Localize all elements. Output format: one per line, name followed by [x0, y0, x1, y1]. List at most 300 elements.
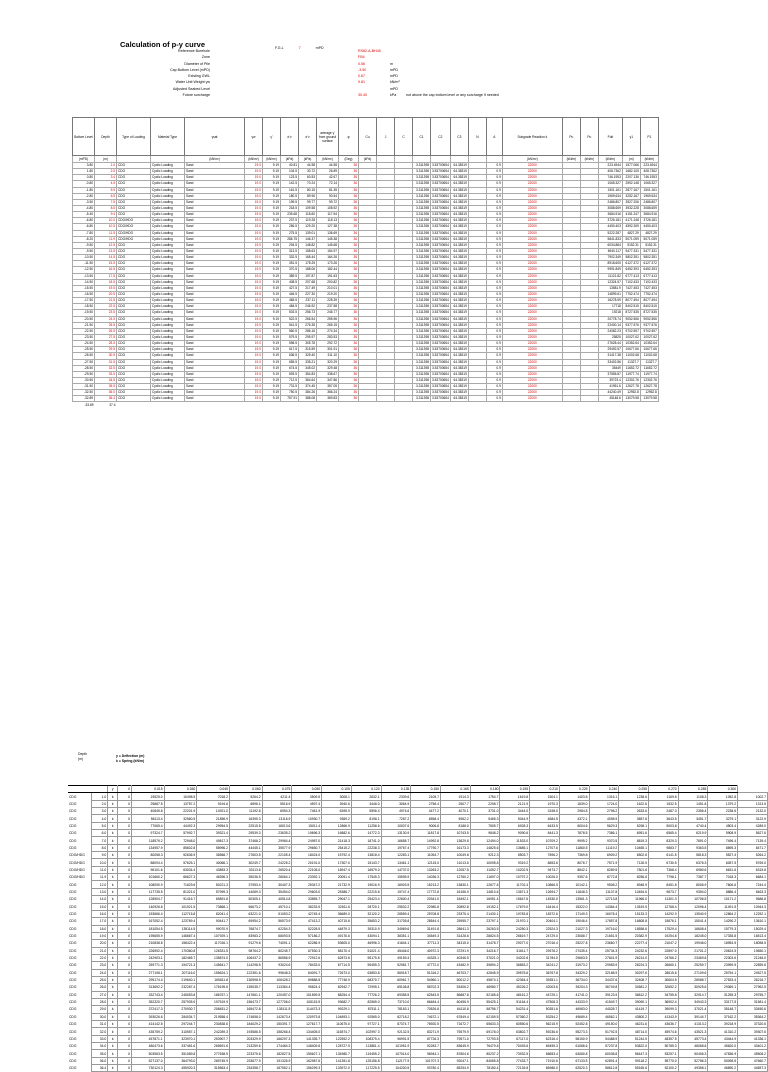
table-cell: 22000 [502, 328, 562, 334]
table-cell: 52786.3 [678, 1057, 708, 1064]
table-cell: 11301.3 [648, 896, 678, 903]
table-cell: 3.53700654 [432, 267, 449, 272]
table-cell: 36 [339, 248, 359, 254]
table-cell: 64.38319 [450, 285, 468, 291]
table-cell: 30249.7 [229, 859, 262, 866]
table-cell: CDG [69, 948, 77, 953]
table-cell: 22.0 [92, 954, 108, 961]
table-cell: 12677.6 [470, 881, 500, 888]
table-cell: 3.311398 [413, 384, 431, 390]
table-cell: 3.53700654 [432, 236, 449, 241]
table-cell: 9.19 [263, 353, 281, 359]
table-cell: CDG/HDG [117, 236, 151, 242]
table-cell: 12302.76 [622, 377, 640, 383]
table-cell: 6034.884 [598, 242, 622, 248]
table-cell: 655.5 [281, 359, 299, 365]
table-cell: 20191.0 [292, 859, 322, 866]
table-cell: 68093.5 [262, 932, 292, 939]
table-cell: 82718.2 [381, 1013, 411, 1020]
table-cell: 731.5 [281, 384, 299, 390]
table-cell: 22000 [502, 347, 562, 353]
table-cell: 5527.4 [708, 852, 738, 859]
table-cell: 1501.161 [640, 187, 658, 193]
table-cell: 228.39 [317, 298, 339, 304]
column-header: Cu [359, 118, 377, 156]
parameter-label: Zone [201, 55, 210, 60]
table-cell: 384.26 [299, 390, 317, 396]
table-cell: 6940.117 [598, 248, 622, 254]
table-cell: 13079.58 [640, 396, 658, 402]
table-cell: 108090.9 [131, 881, 164, 888]
table-cell [580, 396, 598, 402]
table-cell: 1052.8 [708, 793, 738, 800]
table-cell: 21970.1 [500, 918, 530, 925]
column-header: Pu [580, 118, 598, 156]
table-cell: Cyclic Loading [151, 248, 185, 254]
table-cell: 0.9 [486, 396, 502, 402]
table-cell: 276.35 [299, 322, 317, 328]
table-cell: 29539.3 [229, 830, 262, 837]
table-cell: 22000 [502, 390, 562, 396]
table-cell: 52636.9 [164, 852, 197, 859]
table-cell: 89.96 [299, 193, 317, 199]
table-cell: 3.53700654 [432, 212, 449, 217]
table-cell: 25754.1 [708, 969, 738, 976]
table-cell: 114473.3 [292, 1006, 322, 1013]
table-cell: 54488.9 [589, 1035, 619, 1042]
table-cell: 43800.2 [619, 1013, 649, 1020]
unit-cell [431, 156, 451, 163]
table-cell: 11817.8 [411, 830, 441, 837]
table-cell: 117.54 [317, 212, 339, 218]
table-cell: 294.5 [281, 242, 299, 248]
table-cell: 135111.5 [262, 1006, 292, 1013]
table-cell: 51792.5 [589, 1028, 619, 1035]
table-cell: 25347.2 [292, 881, 322, 888]
table-cell: 60038.8 [589, 1050, 619, 1057]
table-cell: 14772.3 [351, 830, 381, 837]
table-cell: 107929.1 [197, 932, 230, 939]
table-cell: CDG [117, 181, 151, 187]
table-cell: 14992.8 [411, 837, 441, 844]
table-cell: 10027.62 [640, 334, 658, 340]
table-cell: 81321.0 [164, 888, 197, 895]
table-cell: 5802.351 [640, 255, 658, 261]
table-cell: 3.53700654 [432, 292, 449, 297]
table-cell: 32652.2 [648, 984, 678, 991]
table-cell: 72.14 [317, 181, 339, 187]
parameter-unit: kPa [390, 92, 397, 97]
table-cell: 24766.2 [648, 954, 678, 961]
unit-cell [413, 156, 431, 163]
table-cell: 6777.413 [622, 273, 640, 279]
table-cell: 11327.7 [622, 359, 640, 365]
table-cell: 32.0 [92, 1028, 108, 1035]
table-cell: 64.38319 [450, 316, 468, 322]
table-cell: 9.19 [263, 224, 281, 230]
table-cell: 232287.4 [164, 984, 197, 991]
table-cell: 13685.1 [500, 844, 530, 851]
table-cell: 9.19 [263, 322, 281, 328]
table-cell: 71910.6 [530, 1057, 560, 1064]
spring-row [68, 800, 768, 807]
table-cell: Sand [185, 359, 245, 365]
table-cell: 74091.1 [262, 940, 292, 947]
table-cell: 4740.4 [678, 822, 708, 829]
table-cell: 4211.4 [262, 793, 292, 800]
table-cell: 0 [118, 844, 132, 851]
fgl-label: F.G.L [275, 46, 284, 50]
table-cell: 47508.3 [530, 998, 560, 1005]
table-cell: k [108, 947, 118, 954]
table-cell: 3.311398 [413, 371, 431, 377]
table-cell: 246.92 [299, 304, 317, 310]
table-cell: 31491.8 [411, 925, 441, 932]
table-cell: 36 [339, 390, 359, 396]
table-cell: 19.0 [245, 261, 263, 267]
table-cell: Cyclic Loading [151, 224, 185, 230]
table-cell: 56447.3 [619, 1050, 649, 1057]
table-cell: 8289.5 [589, 866, 619, 873]
table-cell: 62520.3 [559, 1065, 589, 1072]
y-value-cell: 0.195 [500, 786, 530, 793]
table-cell: 15792.4 [322, 852, 352, 859]
table-cell: 45226.2 [500, 984, 530, 991]
table-cell: 64.38319 [450, 304, 468, 310]
unit-cell: (m) [622, 156, 640, 163]
table-cell: 30.5 [95, 353, 117, 359]
table-cell: 16395.3 [229, 815, 262, 822]
table-cell: k [108, 940, 118, 947]
table-cell: 3.53700654 [432, 359, 449, 364]
table-cell: 37.4 [109, 402, 116, 407]
table-cell: CDG [117, 261, 151, 267]
table-cell: 7461.9 [292, 808, 322, 815]
parameter-label: Adjusted Seabed Level [173, 86, 210, 91]
table-cell: 64.38319 [450, 175, 468, 181]
column-header: Pult [598, 118, 622, 156]
table-cell: 37021.0 [470, 954, 500, 961]
table-cell: 28224.3 [619, 962, 649, 969]
table-cell: 1504.1 [530, 793, 560, 800]
y-value-cell: 0.045 [197, 786, 230, 793]
table-cell: 0.9 [486, 371, 502, 377]
table-cell: 746.1953 [640, 175, 658, 181]
table-cell: Cyclic Loading [151, 347, 185, 353]
k-label: k = Spring (kN/m) [116, 759, 144, 764]
table-cell: 210.01 [317, 285, 339, 291]
table-cell: 12283.1 [381, 852, 411, 859]
table-cell: 193586.5 [229, 1028, 262, 1035]
table-cell: 64.38319 [450, 193, 468, 199]
table-cell: 70493.6 [500, 1043, 530, 1050]
table-cell: 0 [118, 896, 132, 903]
table-cell: 9.19 [263, 205, 281, 211]
table-cell: 22000 [502, 365, 562, 371]
table-cell: 311.10 [317, 353, 339, 359]
table-cell: 67530.3 [292, 947, 322, 954]
table-cell: 127.38 [317, 224, 339, 230]
table-cell: Sand [185, 181, 245, 187]
table-cell: 28720.1 [351, 903, 381, 910]
table-cell: 23660.7 [589, 940, 619, 947]
table-cell: 21701.2 [678, 947, 708, 954]
table-cell: 52981.7 [381, 962, 411, 969]
table-cell: 12864.2 [708, 910, 738, 917]
table-cell: 26214.0 [619, 954, 649, 961]
table-cell: 19.0 [245, 298, 263, 304]
table-cell: 14364.4 [589, 903, 619, 910]
table-cell: Cyclic Loading [151, 359, 185, 365]
table-cell: 0 [118, 954, 132, 961]
table-cell: 134980.7 [322, 1050, 352, 1057]
table-cell: 5627.6 [738, 830, 768, 837]
y-value-cell: 0.075 [262, 786, 292, 793]
table-cell: 7902.349 [598, 255, 622, 261]
table-cell: 43521.3 [678, 1028, 708, 1035]
table-cell: -16.50 [73, 291, 95, 297]
table-cell: 22000 [502, 248, 562, 254]
table-cell: 6777.413 [640, 273, 658, 279]
table-cell: 4098.9 [589, 815, 619, 822]
table-cell: 72139.8 [500, 1065, 530, 1072]
table-cell: 235.68 [281, 212, 299, 218]
table-cell: 107014.0 [381, 1050, 411, 1057]
table-cell: 20404.1 [530, 918, 560, 925]
table-cell: 45620.0 [708, 1043, 738, 1050]
table-cell: 10.5 [95, 224, 117, 230]
spring-row [68, 991, 768, 998]
table-cell: 23635.2 [262, 830, 292, 837]
table-cell: 39351.1 [530, 976, 560, 983]
table-cell: 18.0 [92, 925, 108, 932]
table-cell: 9883.7 [648, 844, 678, 851]
table-cell: 55425.1 [470, 998, 500, 1005]
table-cell: 0.9 [486, 255, 502, 261]
table-cell: 2132.0 [738, 808, 768, 815]
table-cell: 9.19 [263, 261, 281, 267]
table-cell: 54231.4 [500, 1006, 530, 1013]
table-cell: 16903.5 [381, 881, 411, 888]
table-cell: 58756.7 [470, 1006, 500, 1013]
table-cell: 93780.4 [411, 1065, 441, 1072]
table-cell: 53605.0 [322, 940, 352, 947]
table-cell: 11.5 [95, 230, 117, 236]
table-cell: 53406.2 [441, 984, 471, 991]
table-cell: 61086.6 [559, 1043, 589, 1050]
table-cell: 13610.1 [738, 918, 768, 925]
table-cell: 188.06 [299, 267, 317, 273]
table-cell: Sand [185, 242, 245, 248]
table-cell: 12627.78 [640, 384, 658, 390]
table-cell: 0.9 [486, 365, 502, 371]
spring-row [68, 925, 768, 932]
table-cell: 6057.5 [708, 859, 738, 866]
table-cell: 4.5 [95, 181, 117, 187]
table-cell: 63853.8 [351, 969, 381, 976]
table-cell: 122351.6 [229, 969, 262, 976]
table-cell: Sand [185, 261, 245, 267]
table-cell: 9.19 [263, 193, 281, 199]
table-cell: 28.0 [92, 998, 108, 1005]
table-cell: 36 [339, 273, 359, 279]
table-cell: 79571.0 [441, 1035, 471, 1042]
table-cell: 85602.8 [164, 844, 197, 851]
table-cell: Cyclic Loading [151, 199, 185, 205]
table-cell: 5477.331 [622, 248, 640, 254]
table-cell: 8503.7 [500, 852, 530, 859]
table-cell: 25825 [598, 334, 622, 340]
table-cell: 10095.8 [470, 859, 500, 866]
table-cell: 7369.8 [559, 852, 589, 859]
table-cell: 17857.8 [589, 918, 619, 925]
table-cell: 34241.2 [530, 962, 560, 969]
table-cell: 191326.9 [262, 1057, 292, 1064]
table-cell: 39218.9 [708, 1021, 738, 1028]
table-cell: 3.311398 [413, 187, 431, 193]
column-header: σ'v [299, 118, 317, 156]
table-cell: k [108, 954, 118, 961]
table-cell: 259771.3 [131, 962, 164, 969]
table-cell: y [108, 786, 118, 793]
table-cell: 0.9 [486, 181, 502, 187]
column-header: y1 [622, 118, 640, 156]
table-cell: 195655.9 [131, 932, 164, 939]
fgl-block [275, 46, 338, 50]
table-cell: Sand [185, 298, 245, 304]
table-cell: 0.9 [486, 248, 502, 254]
table-cell: 3.311398 [413, 377, 431, 383]
table-cell: 29492.57 [598, 347, 622, 353]
unit-cell: (Deg) [339, 156, 359, 163]
table-cell: 108.92 [317, 205, 339, 211]
table-cell: 101707.3 [411, 1057, 441, 1064]
table-cell: 8077.494 [622, 298, 640, 304]
table-cell: 3.53700654 [432, 328, 449, 333]
table-cell: 5071.059 [640, 236, 658, 242]
spring-row [68, 837, 768, 844]
table-cell: 0 [118, 1021, 132, 1028]
table-cell: 20892.8 [441, 903, 471, 910]
table-cell: 72912.6 [292, 954, 322, 961]
table-cell: 32408.7 [619, 976, 649, 983]
table-cell: CDG [117, 334, 151, 340]
table-cell: 56887.8 [441, 991, 471, 998]
table-cell: 112177.9 [381, 1057, 411, 1064]
table-cell: Cyclic Loading [151, 396, 185, 402]
table-cell: 0.9 [486, 212, 502, 218]
unit-cell: (kN/m³) [317, 156, 339, 163]
table-cell: 0.9 [486, 224, 502, 230]
table-cell: 65633.3 [470, 1021, 500, 1028]
table-cell: 11491.5 [708, 903, 738, 910]
table-cell: 7752.474 [640, 291, 658, 297]
table-cell: 97324.7 [131, 830, 164, 837]
table-cell: 50351.6 [530, 1006, 560, 1013]
spring-row [68, 962, 768, 969]
table-cell: 29.5 [95, 347, 117, 353]
table-cell: 134957.9 [131, 844, 164, 851]
table-cell: 8895.3 [708, 844, 738, 851]
table-cell: 3684.916 [640, 212, 658, 218]
table-cell: 26619.7 [500, 932, 530, 939]
table-cell: 0 [118, 925, 132, 932]
table-cell: 0.9 [486, 175, 502, 181]
table-cell: 16882.6 [322, 830, 352, 837]
table-cell: 2507.7 [441, 800, 471, 807]
table-cell: 32120.2 [351, 910, 381, 917]
table-cell: 65891.8 [197, 896, 230, 903]
units-row [73, 156, 659, 163]
table-cell: 18947.4 [322, 866, 352, 873]
table-cell: 9.19 [263, 384, 281, 390]
table-cell: 36 [339, 316, 359, 322]
table-cell: 19.0 [245, 181, 263, 187]
table-cell: 14.5 [95, 255, 117, 261]
table-cell: 693.5 [281, 371, 299, 377]
table-cell: 20624.5 [708, 947, 738, 954]
table-cell: 119.28 [299, 218, 317, 224]
table-cell: 13757.2 [164, 800, 197, 807]
table-cell: 36 [339, 384, 359, 390]
table-cell: CDG [117, 212, 151, 218]
table-cell: 19.0 [245, 304, 263, 310]
table-cell: 16.0 [92, 910, 108, 917]
unit-cell: (kPa) [281, 156, 299, 163]
table-cell: 27016.4 [530, 940, 560, 947]
table-cell: 11052.7 [470, 866, 500, 873]
table-cell: 374.45 [299, 384, 317, 390]
table-cell: Sand [185, 341, 245, 347]
table-cell: CDG [117, 285, 151, 291]
table-cell: 3.311398 [413, 390, 431, 396]
table-cell: 34329.2 [559, 969, 589, 976]
column-header: C3 [450, 118, 468, 156]
table-cell: CDG [117, 169, 151, 175]
table-cell: 0 [118, 1050, 132, 1057]
table-cell: 579.5 [281, 334, 299, 340]
table-cell: 174658.0 [229, 1013, 262, 1020]
table-cell: 3.53700654 [432, 206, 449, 211]
table-cell: 35148.7 [708, 1006, 738, 1013]
table-cell: 83271.9 [411, 1028, 441, 1035]
table-cell: 9.19 [263, 310, 281, 316]
table-cell: 522.5 [281, 316, 299, 322]
table-cell: 1622.6 [619, 800, 649, 807]
table-cell: 9.19 [263, 396, 281, 402]
table-cell: 0.9 [486, 279, 502, 285]
table-cell: -33.89 [84, 402, 94, 407]
table-cell [68, 786, 92, 793]
table-cell: 82565.0 [351, 998, 381, 1005]
table-cell: 4289.0 [738, 822, 768, 829]
table-cell: 0 [118, 932, 132, 939]
table-cell: 64.38319 [450, 205, 468, 211]
table-cell: 48161.2 [500, 991, 530, 998]
parameter-note: not above the cap bottom level or any surcharge if needed [406, 92, 499, 97]
table-cell: 1108.3 [678, 793, 708, 800]
table-cell: 45773.4 [678, 1035, 708, 1042]
spring-table-block [68, 752, 768, 1072]
table-cell: 36 [339, 377, 359, 383]
table-cell: 30925.6 [678, 984, 708, 991]
table-cell: CDG [117, 205, 151, 211]
table-cell: 255.96 [317, 316, 339, 322]
table-cell: Cyclic Loading [151, 334, 185, 340]
table-cell: 19.0 [245, 205, 263, 211]
table-cell: 22000 [502, 316, 562, 322]
table-cell: 0 [118, 940, 132, 947]
